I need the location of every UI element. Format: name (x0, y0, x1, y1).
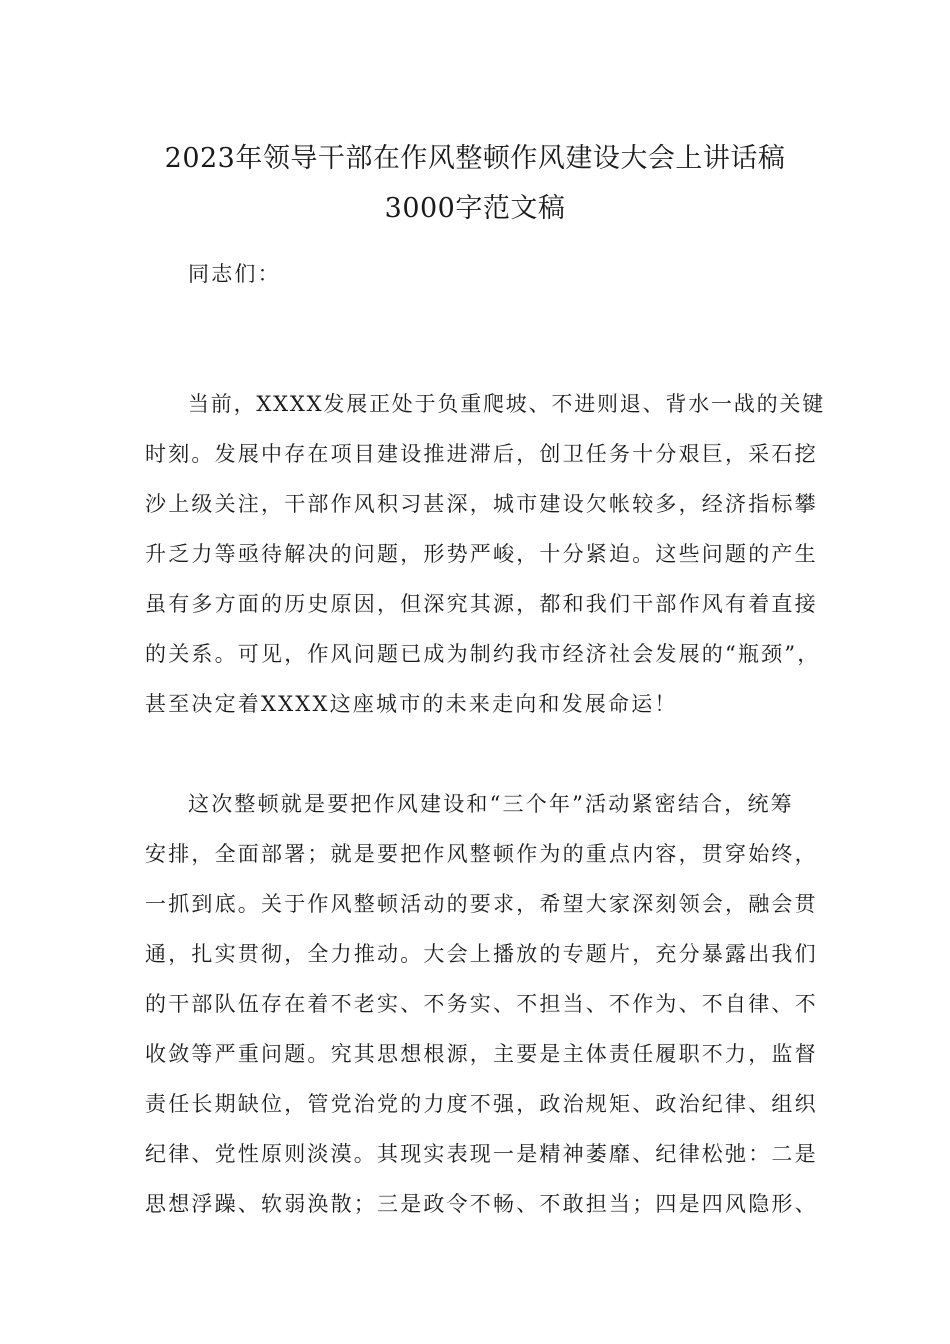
document-title-line-2: 3000字范文稿 (384, 193, 566, 224)
paragraph-2-line-3: 一抓到底。关于作风整顿活动的要求，希望大家深刻领会，融会贯 (145, 892, 818, 916)
paragraph-2-line-8: 纪律、党性原则淡漠。其现实表现一是精神萎靡、纪律松弛：二是 (145, 1142, 818, 1166)
paragraph-2-line-7: 责任长期缺位，管党治党的力度不强，政治规矩、政治纪律、组织 (145, 1092, 818, 1116)
paragraph-2-line-6: 收敛等严重问题。究其思想根源，主要是主体责任履职不力，监督 (145, 1042, 818, 1066)
paragraph-2-line-4: 通，扎实贯彻，全力推动。大会上播放的专题片，充分暴露出我们 (145, 942, 818, 966)
salutation: 同志们： (188, 262, 281, 286)
paragraph-2-line-1: 这次整顿就是要把作风建设和“三个年”活动紧密结合，统筹 (188, 792, 794, 816)
paragraph-1-line-2: 时刻。发展中存在项目建设推进滞后，创卫任务十分艰巨，采石挖 (145, 442, 818, 466)
paragraph-2-line-5: 的干部队伍存在着不老实、不务实、不担当、不作为、不自律、不 (145, 992, 818, 1016)
paragraph-1-line-1: 当前，XXXX发展正处于负重爬坡、不进则退、背水一战的关键 (188, 392, 825, 416)
document-title-line-1: 2023年领导干部在作风整顿作风建设大会上讲话稿 (164, 143, 786, 174)
paragraph-1-line-5: 虽有多方面的历史原因，但深究其源，都和我们干部作风有着直接 (145, 592, 818, 616)
paragraph-1-line-4: 升乏力等亟待解决的问题，形势严峻，十分紧迫。这些问题的产生 (145, 542, 818, 566)
paragraph-1-line-7: 甚至决定着XXXX这座城市的未来走向和发展命运！ (145, 692, 678, 716)
paragraph-1-line-6: 的关系。可见，作风问题已成为制约我市经济社会发展的“瓶颈”， (145, 642, 821, 666)
paragraph-2-line-2: 安排，全面部署；就是要把作风整顿作为的重点内容，贯穿始终， (145, 842, 818, 866)
paragraph-1-line-3: 沙上级关注，干部作风积习甚深，城市建设欠帐较多，经济指标攀 (145, 492, 818, 516)
paragraph-2-line-9: 思想浮躁、软弱涣散；三是政令不畅、不敢担当；四是四风隐形、 (145, 1192, 818, 1216)
